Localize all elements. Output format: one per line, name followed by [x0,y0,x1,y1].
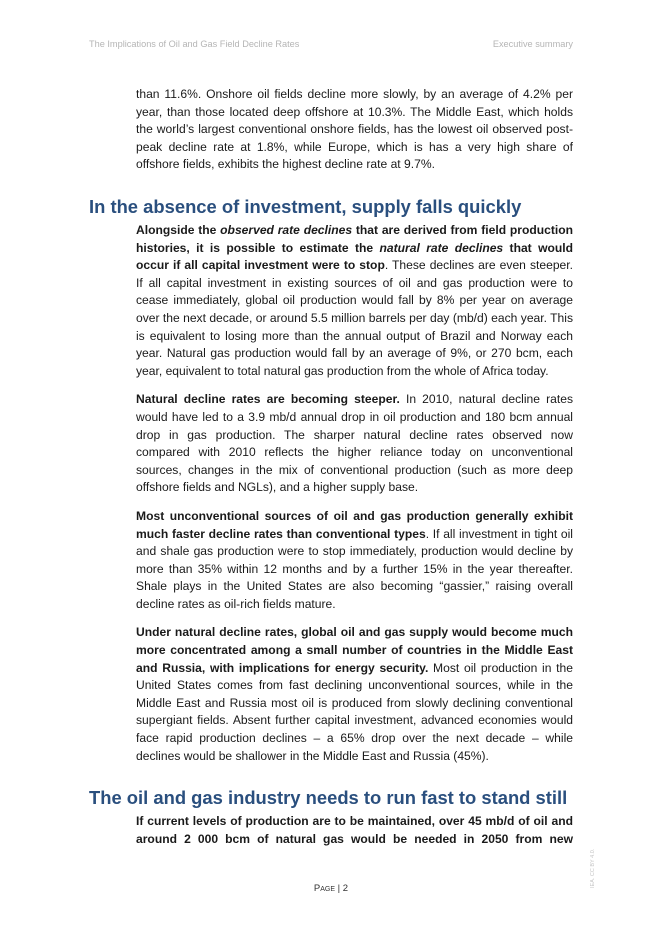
page-number: 2 [342,883,349,894]
page-label: Page [313,883,336,894]
page-separator: | [335,883,343,894]
license-note: IEA. CC BY 4.0. [590,848,596,888]
page-footer [0,883,662,894]
section-heading-run-fast: The oil and gas industry needs to run fast to stand still [89,787,568,808]
intro-paragraph: than 11.6%. Onshore oil fields decline more slowly, by an average of 4.2% per year, than those located deep offshore at 10.3%. The Middle East, which holds the world’s largest conventional onshore fields, has the lowest oil observed post-peak decline rate at 1.8%, while Europe, which is has a very high share of offshore fields, exhibits the highest decline rate at 9.7%. [136,87,573,172]
paragraph-natural-rate-declines: Alongside the observed rate declines that are derived from field production histories, it is possible to estimate the natural rate declines that would occur if all capital investment were to stop. These declines are even steeper. If all capital investment in existing sources of oil and gas production were to cease immediately, global oil production would fall by 8% per year on average over the next decade, or around 5.5 million barrels per day (mb/d) each year. This is equivalent to losing more than the annual output of Brazil and Norway each year. Natural gas production would fall by an average of 9%, or 270 bcm, each year, equivalent to total natural gas production from the whole of Africa today. [136,223,574,378]
running-header [89,39,573,49]
intro-paragraph-block [136,86,573,174]
paragraph-production-maintenance: If current levels of production are to be maintained, over 45 mb/d of oil and around 2 000 bcm of natural gas would be needed in 2050 from new [136,814,573,846]
paragraph-steeper-declines: Natural decline rates are becoming steeper. In 2010, natural decline rates would have led to a 3.9 mb/d annual drop in oil production and 180 bcm annual drop in gas production. The sharper natural decline rates observed now compared with 2010 reflects the higher reliance today on unconventional sources, changes in the mix of conventional production (such as more deep offshore fields and NGLs), and a higher supply base. [136,392,574,495]
header-section-title: Executive summary [492,39,573,49]
section2-body [136,813,573,848]
term-observed-rate-declines: observed rate declines [220,223,353,237]
section-heading-supply-falls: In the absence of investment, supply falls quickly [89,196,522,217]
header-document-title: The Implications of Oil and Gas Field Decline Rates [89,39,300,49]
term-natural-rate-declines: natural rate declines [379,240,504,255]
paragraph-unconventional-sources: Most unconventional sources of oil and gas production generally exhibit much faster decline rates than conventional types. If all investment in tight oil and shale gas production were to stop immediately, production would decline by more than 35% within 12 months and by a further 15% in the year thereafter. Shale plays in the United States are also becoming “gassier,” raising overall decline rates as oil-rich fields mature. [136,508,573,611]
paragraph-supply-concentration: Under natural decline rates, global oil and gas supply would become much more concentrated among a small number of countries in the Middle East and Russia, with implications for energy security. Most oil production in the United States comes from fast declining unconventional sources, while in the Middle East and Russia most oil is produced from slowly declining conventional supergiant fields. Absent further capital investment, advanced economies would face rapid production declines – a 65% drop over the next decade – while declines would be shallower in the Middle East and Russia (45%). [136,625,573,763]
section1-body [136,222,573,765]
